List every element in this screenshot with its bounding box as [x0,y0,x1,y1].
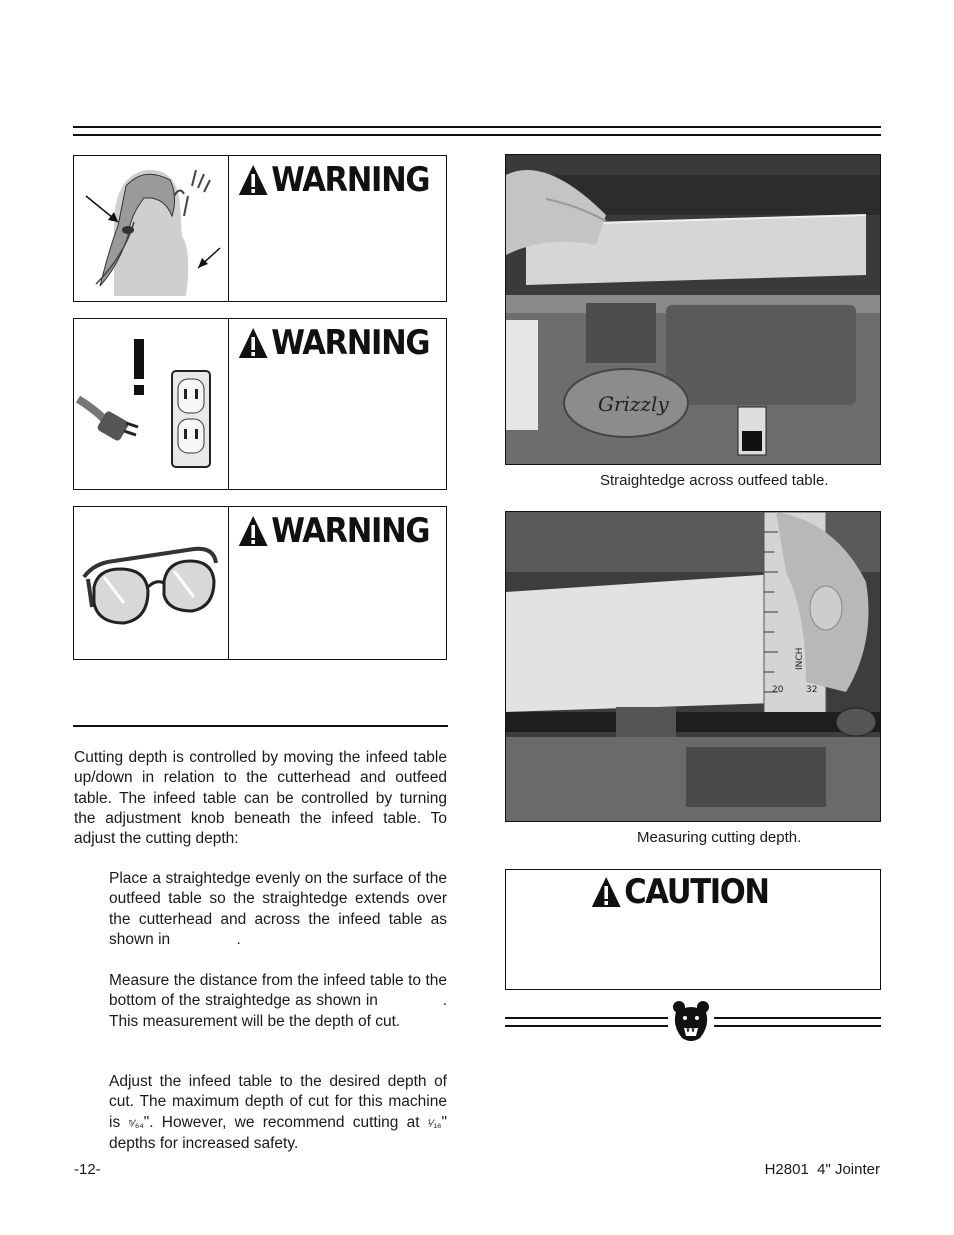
header-rule-bottom [73,134,881,136]
divider-right-2 [714,1025,881,1027]
warning-signal-word: WARNING [237,160,429,200]
caution-box [505,869,881,990]
warning-triangle-icon [237,163,269,197]
caution-signal-word: CAUTION [590,872,769,912]
ruler-inch-label: INCH [795,647,805,670]
divider-left-2 [505,1025,668,1027]
figure-1-caption: Straightedge across outfeed table. [600,472,829,489]
warning-triangle-icon [590,875,622,909]
divider-left-1 [505,1017,668,1019]
warning-box-eyewear [73,506,447,660]
power-plug-icon [74,319,229,489]
step-1: Place a straightedge evenly on the surface of the outfeed table so the straightedge extends over the cutterhead and across the infeed table as shown in . [109,870,447,948]
long-hair-icon [74,156,229,301]
warning-box-hair [73,155,447,302]
figure-measuring-photo [505,511,881,822]
warning-box-power [73,318,447,490]
warning-signal-word: WARNING [237,323,429,363]
header-rule-top [73,126,881,128]
figure-2-caption: Measuring cutting depth. [637,829,802,846]
section-rule [73,725,448,727]
figure-straightedge-photo [505,154,881,465]
warning-signal-word: WARNING [237,511,429,551]
grizzly-badge: Grizzly [598,392,669,416]
ruler-number-20: 20 [772,685,784,695]
step-3: Adjust the infeed table to the desired depth of cut. The maximum depth of cut for this machine is ⁵⁄₆₄". However, we recommend cutting at ¹⁄₁₆" depths for increased safety. [109,1073,447,1152]
model-footer: H2801 4" Jointer [764,1161,880,1178]
step-2: Measure the distance from the infeed table to the bottom of the straightedge as shown in . This measurement will be the depth of cut. [109,972,448,1030]
page-number: -12- [74,1161,101,1178]
intro-paragraph: Cutting depth is controlled by moving the infeed table up/down in relation to the cutterhead and outfeed table. The infeed table can be controlled by turning the adjustment knob beneath the infeed table. To adjust the cutting depth: [74,749,447,848]
bear-logo-icon [672,1000,710,1049]
ruler-number-32: 32 [806,685,818,695]
safety-glasses-icon [74,507,229,659]
divider-right-1 [714,1017,881,1019]
warning-triangle-icon [237,514,269,548]
warning-triangle-icon [237,326,269,360]
